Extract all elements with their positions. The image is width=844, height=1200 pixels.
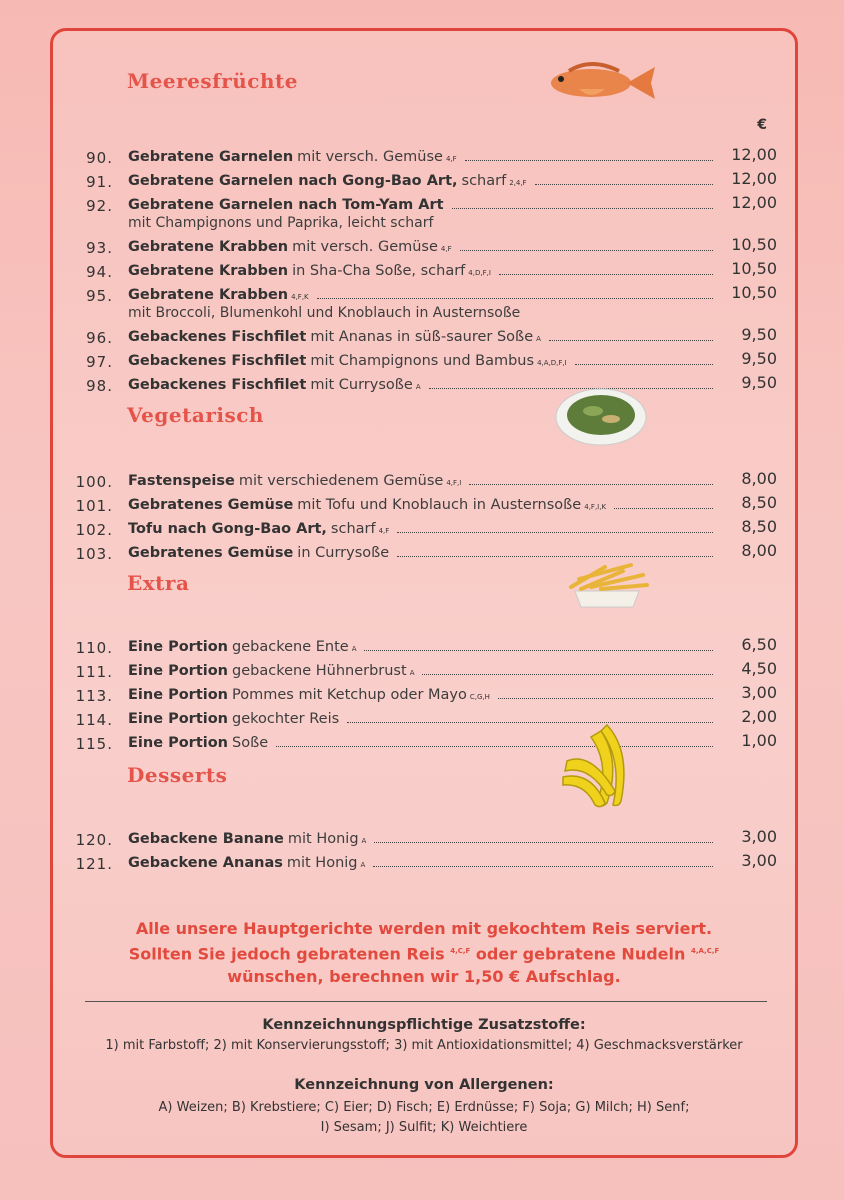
item-number: 98. (86, 377, 113, 395)
item-price: 3,00 (741, 827, 777, 846)
dot-leader (614, 508, 713, 509)
menu-item (53, 827, 795, 853)
item-detail: gekochter Reis (232, 711, 340, 727)
rice-notice (53, 917, 795, 988)
item-price: 2,00 (741, 707, 777, 726)
menu-item (53, 707, 795, 733)
item-number: 95. (86, 287, 113, 305)
item-price: 9,50 (741, 325, 777, 344)
menu-item (53, 373, 795, 399)
item-name: Gebratene Garnelen (128, 149, 294, 165)
item-description (128, 473, 719, 489)
item-description (128, 329, 719, 345)
section-title: Meeresfrüchte (127, 69, 298, 93)
item-number: 96. (86, 329, 113, 347)
dot-leader (364, 650, 713, 651)
item-description (128, 239, 719, 255)
dot-leader (460, 250, 713, 251)
item-detail: in Sha-Cha Soße, scharf (292, 263, 466, 279)
item-number: 94. (86, 263, 113, 281)
menu-page (50, 28, 798, 1158)
item-detail: scharf (461, 173, 507, 189)
item-name: Fastenspeise (128, 473, 235, 489)
item-number: 101. (75, 497, 113, 515)
fries-illustration (561, 557, 653, 613)
section-title: Extra (127, 571, 190, 595)
dot-leader (397, 556, 713, 557)
additives-text: 1) mit Farbstoff; 2) mit Konservierungsstoff; 3) mit Antioxidationsmittel; 4) Geschmacksverstärker (105, 1038, 743, 1053)
menu-item (53, 683, 795, 709)
item-price: 8,00 (741, 541, 777, 560)
item-description (128, 663, 719, 679)
menu-item (53, 349, 795, 375)
item-description (128, 173, 719, 189)
item-detail: gebackene Hühnerbrust (232, 663, 407, 679)
notice-line-1: Alle unsere Hauptgerichte werden mit gekochtem Reis serviert. (135, 919, 713, 938)
menu-item (53, 731, 795, 757)
allergen-codes: 4,F,K (291, 293, 309, 301)
item-price: 10,50 (731, 283, 777, 302)
banana-illustration (561, 721, 641, 819)
dot-leader (373, 866, 713, 867)
item-detail: mit Honig (286, 855, 358, 871)
item-detail: in Currysoße (297, 545, 390, 561)
menu-item (53, 469, 795, 495)
item-name: Gebratenes Gemüse (128, 497, 294, 513)
item-detail: mit Tofu und Knoblauch in Austernsoße (297, 497, 582, 513)
dot-leader (347, 722, 713, 723)
allergens-line-1: A) Weizen; B) Krebstiere; C) Eier; D) Fisch; E) Erdnüsse; F) Soja; G) Milch; H) Senf; (158, 1100, 690, 1115)
dot-leader (469, 484, 713, 485)
dot-leader (498, 698, 713, 699)
dot-leader (575, 364, 713, 365)
currency-header: € (757, 117, 767, 133)
item-number: 93. (86, 239, 113, 257)
item-number: 120. (75, 831, 113, 849)
item-name: Gebratene Garnelen nach Gong-Bao Art, (128, 173, 458, 189)
dot-leader (549, 340, 713, 341)
item-number: 115. (75, 735, 113, 753)
item-name: Gebratene Krabben (128, 287, 289, 303)
item-description (128, 831, 719, 847)
menu-item (53, 169, 795, 195)
item-price: 1,00 (741, 731, 777, 750)
item-description (128, 287, 719, 303)
item-price: 12,00 (731, 145, 777, 164)
item-name: Gebackenes Fischfilet (128, 353, 307, 369)
item-name: Eine Portion (128, 735, 229, 751)
item-name: Gebackenes Fischfilet (128, 377, 307, 393)
allergen-codes: A (536, 335, 541, 343)
item-description (128, 687, 719, 703)
item-detail: scharf (330, 521, 376, 537)
dot-leader (317, 298, 713, 299)
item-number: 114. (75, 711, 113, 729)
item-price: 3,00 (741, 683, 777, 702)
item-name: Gebratenes Gemüse (128, 545, 294, 561)
item-detail: gebackene Ente (232, 639, 349, 655)
dot-leader (422, 674, 713, 675)
item-name: Gebackene Ananas (128, 855, 283, 871)
menu-item (53, 517, 795, 543)
item-subtitle: mit Champignons und Paprika, leicht scharf (128, 215, 434, 231)
menu-item (53, 635, 795, 661)
item-number: 102. (75, 521, 113, 539)
item-number: 111. (75, 663, 113, 681)
item-price: 10,50 (731, 235, 777, 254)
allergen-codes: A (360, 861, 366, 869)
item-detail: Pommes mit Ketchup oder Mayo (232, 687, 467, 703)
additives-heading: Kennzeichnungspflichtige Zusatzstoffe: (262, 1017, 586, 1033)
dot-leader (276, 746, 713, 747)
fish-illustration (539, 59, 659, 109)
item-price: 9,50 (741, 373, 777, 392)
item-detail: Soße (232, 735, 269, 751)
menu-item (53, 493, 795, 519)
item-subtitle: mit Broccoli, Blumenkohl und Knoblauch in Austernsoße (128, 305, 521, 321)
item-number: 100. (75, 473, 113, 491)
menu-item (53, 235, 795, 261)
item-price: 8,50 (741, 493, 777, 512)
dot-leader (397, 532, 713, 533)
dot-leader (374, 842, 713, 843)
item-name: Eine Portion (128, 639, 229, 655)
item-price: 10,50 (731, 259, 777, 278)
item-price: 8,50 (741, 517, 777, 536)
item-number: 121. (75, 855, 113, 873)
item-number: 110. (75, 639, 113, 657)
item-name: Gebackenes Fischfilet (128, 329, 307, 345)
vegetable-plate-illustration (553, 383, 649, 451)
item-detail: mit Currysoße (310, 377, 413, 393)
item-description (128, 639, 719, 655)
allergen-codes: 4,D,F,I (468, 269, 491, 277)
item-detail: mit Ananas in süß-saurer Soße (310, 329, 534, 345)
menu-item (53, 145, 795, 171)
item-name: Gebratene Garnelen nach Tom-Yam Art (128, 197, 444, 213)
item-description (128, 855, 719, 871)
section-title: Desserts (127, 763, 228, 787)
dot-leader (499, 274, 713, 275)
item-description (128, 521, 719, 537)
menu-item (53, 659, 795, 685)
allergen-codes: 4,F (378, 527, 390, 535)
allergen-codes: 4,F,I (446, 479, 462, 487)
allergen-codes: 4,F (440, 245, 452, 253)
item-name: Eine Portion (128, 711, 229, 727)
dot-leader (452, 208, 713, 209)
allergens-line-2: I) Sesam; J) Sulfit; K) Weichtiere (320, 1120, 528, 1135)
item-price: 12,00 (731, 193, 777, 212)
allergen-codes: A (415, 383, 421, 391)
item-detail: mit versch. Gemüse (292, 239, 438, 255)
item-name: Gebratene Krabben (128, 263, 289, 279)
dot-leader (465, 160, 713, 161)
item-description (128, 197, 719, 213)
menu-item (53, 541, 795, 567)
menu-item (53, 259, 795, 285)
item-price: 12,00 (731, 169, 777, 188)
notice-line-3: wünschen, berechnen wir 1,50 € Aufschlag. (227, 967, 621, 987)
allergen-codes: A (409, 669, 415, 677)
item-number: 92. (86, 197, 113, 215)
allergens-heading: Kennzeichnung von Allergenen: (294, 1077, 554, 1093)
allergen-codes: C,G,H (469, 693, 490, 701)
item-name: Gebratene Krabben (128, 239, 289, 255)
notice-line-2: Sollten Sie jedoch gebratenen Reis $^{4,C,F}$ oder gebratene Nudeln $^{4,A,C,F}$ (128, 944, 720, 964)
item-description (128, 497, 719, 513)
item-number: 103. (75, 545, 113, 563)
item-number: 91. (86, 173, 113, 191)
item-detail: mit Champignons und Bambus (310, 353, 535, 369)
item-name: Tofu nach Gong-Bao Art, (128, 521, 327, 537)
item-price: 4,50 (741, 659, 777, 678)
item-price: 8,00 (741, 469, 777, 488)
menu-item (53, 851, 795, 877)
item-name: Gebackene Banane (128, 831, 284, 847)
item-detail: mit Honig (287, 831, 359, 847)
item-name: Eine Portion (128, 663, 229, 679)
allergen-codes: 4,F (445, 155, 457, 163)
divider (85, 1001, 767, 1002)
allergen-codes: 4,F,I,K (584, 503, 607, 511)
allergen-codes: 2,4,F (509, 179, 527, 187)
item-price: 9,50 (741, 349, 777, 368)
allergen-codes: 4,A,D,F,I (537, 359, 567, 367)
item-description (128, 353, 719, 369)
section-title: Vegetarisch (127, 403, 264, 427)
item-price: 6,50 (741, 635, 777, 654)
dot-leader (535, 184, 713, 185)
item-description (128, 149, 719, 165)
item-price: 3,00 (741, 851, 777, 870)
item-number: 113. (75, 687, 113, 705)
item-detail: mit verschiedenem Gemüse (238, 473, 444, 489)
item-name: Eine Portion (128, 687, 229, 703)
item-number: 97. (86, 353, 113, 371)
item-number: 90. (86, 149, 113, 167)
item-description (128, 263, 719, 279)
allergen-codes: A (351, 645, 357, 653)
allergen-codes: A (361, 837, 367, 845)
item-detail: mit versch. Gemüse (297, 149, 443, 165)
menu-item (53, 325, 795, 351)
